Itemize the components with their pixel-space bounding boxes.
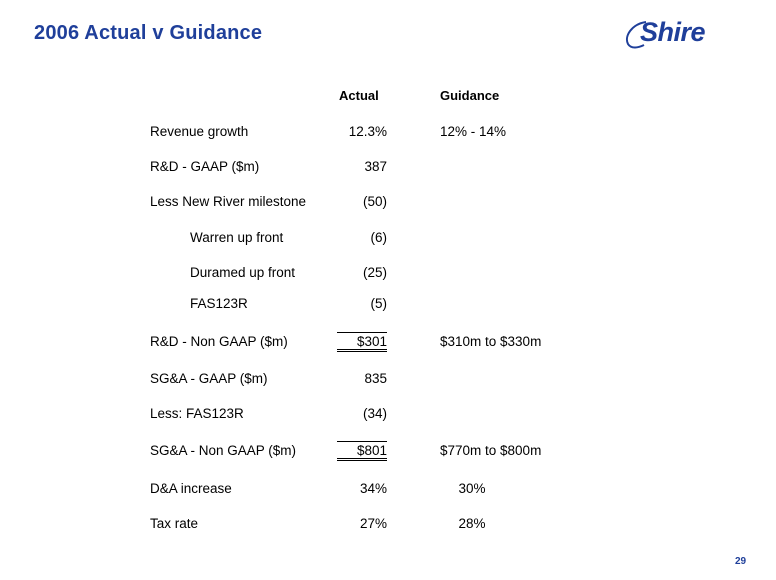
actual-value: (34) <box>362 406 387 421</box>
table-row <box>0 159 776 179</box>
page-title: 2006 Actual v Guidance <box>34 22 263 44</box>
row-label: FAS123R <box>190 296 248 311</box>
guidance-value: $310m to $330m <box>440 334 542 349</box>
guidance-value: 28% <box>458 516 486 531</box>
table-row <box>0 443 776 463</box>
column-header-guidance: Guidance <box>440 88 500 103</box>
table-row <box>0 296 776 316</box>
row-label: Revenue growth <box>150 124 249 139</box>
actual-value: (6) <box>370 230 387 245</box>
row-label: Warren up front <box>190 230 284 245</box>
actual-value: (5) <box>370 296 387 311</box>
row-label: Duramed up front <box>190 265 296 280</box>
actual-value: (25) <box>362 265 387 280</box>
row-label: R&D - GAAP ($m) <box>150 159 260 174</box>
actual-value: 12.3% <box>348 124 387 139</box>
table-row <box>0 334 776 354</box>
column-header-actual: Actual <box>339 88 379 103</box>
table-row <box>0 371 776 391</box>
actual-total-value: $301 <box>337 332 387 352</box>
table-row <box>0 230 776 250</box>
actual-value: 387 <box>364 159 387 174</box>
row-label: Less New River milestone <box>150 194 307 209</box>
row-label: R&D - Non GAAP ($m) <box>150 334 288 349</box>
guidance-value: 30% <box>458 481 486 496</box>
row-label: D&A increase <box>150 481 232 496</box>
actual-value: 27% <box>359 516 387 531</box>
table-row <box>0 406 776 426</box>
row-label: Tax rate <box>150 516 199 531</box>
actual-value: 835 <box>364 371 387 386</box>
shire-logo <box>622 14 722 54</box>
row-label: Less: FAS123R <box>150 406 244 421</box>
row-label: SG&A - GAAP ($m) <box>150 371 268 386</box>
actual-total-value: $801 <box>337 441 387 461</box>
table-row <box>0 481 776 501</box>
table-row <box>0 194 776 214</box>
guidance-value: $770m to $800m <box>440 443 542 458</box>
row-label: SG&A - Non GAAP ($m) <box>150 443 297 458</box>
actual-value: (50) <box>362 194 387 209</box>
logo-wordmark: Shire <box>640 17 706 47</box>
table-row <box>0 265 776 285</box>
page-number: 29 <box>735 556 747 567</box>
table-row <box>0 124 776 144</box>
table-row <box>0 516 776 536</box>
actual-value: 34% <box>359 481 387 496</box>
guidance-value: 12% - 14% <box>440 124 507 139</box>
